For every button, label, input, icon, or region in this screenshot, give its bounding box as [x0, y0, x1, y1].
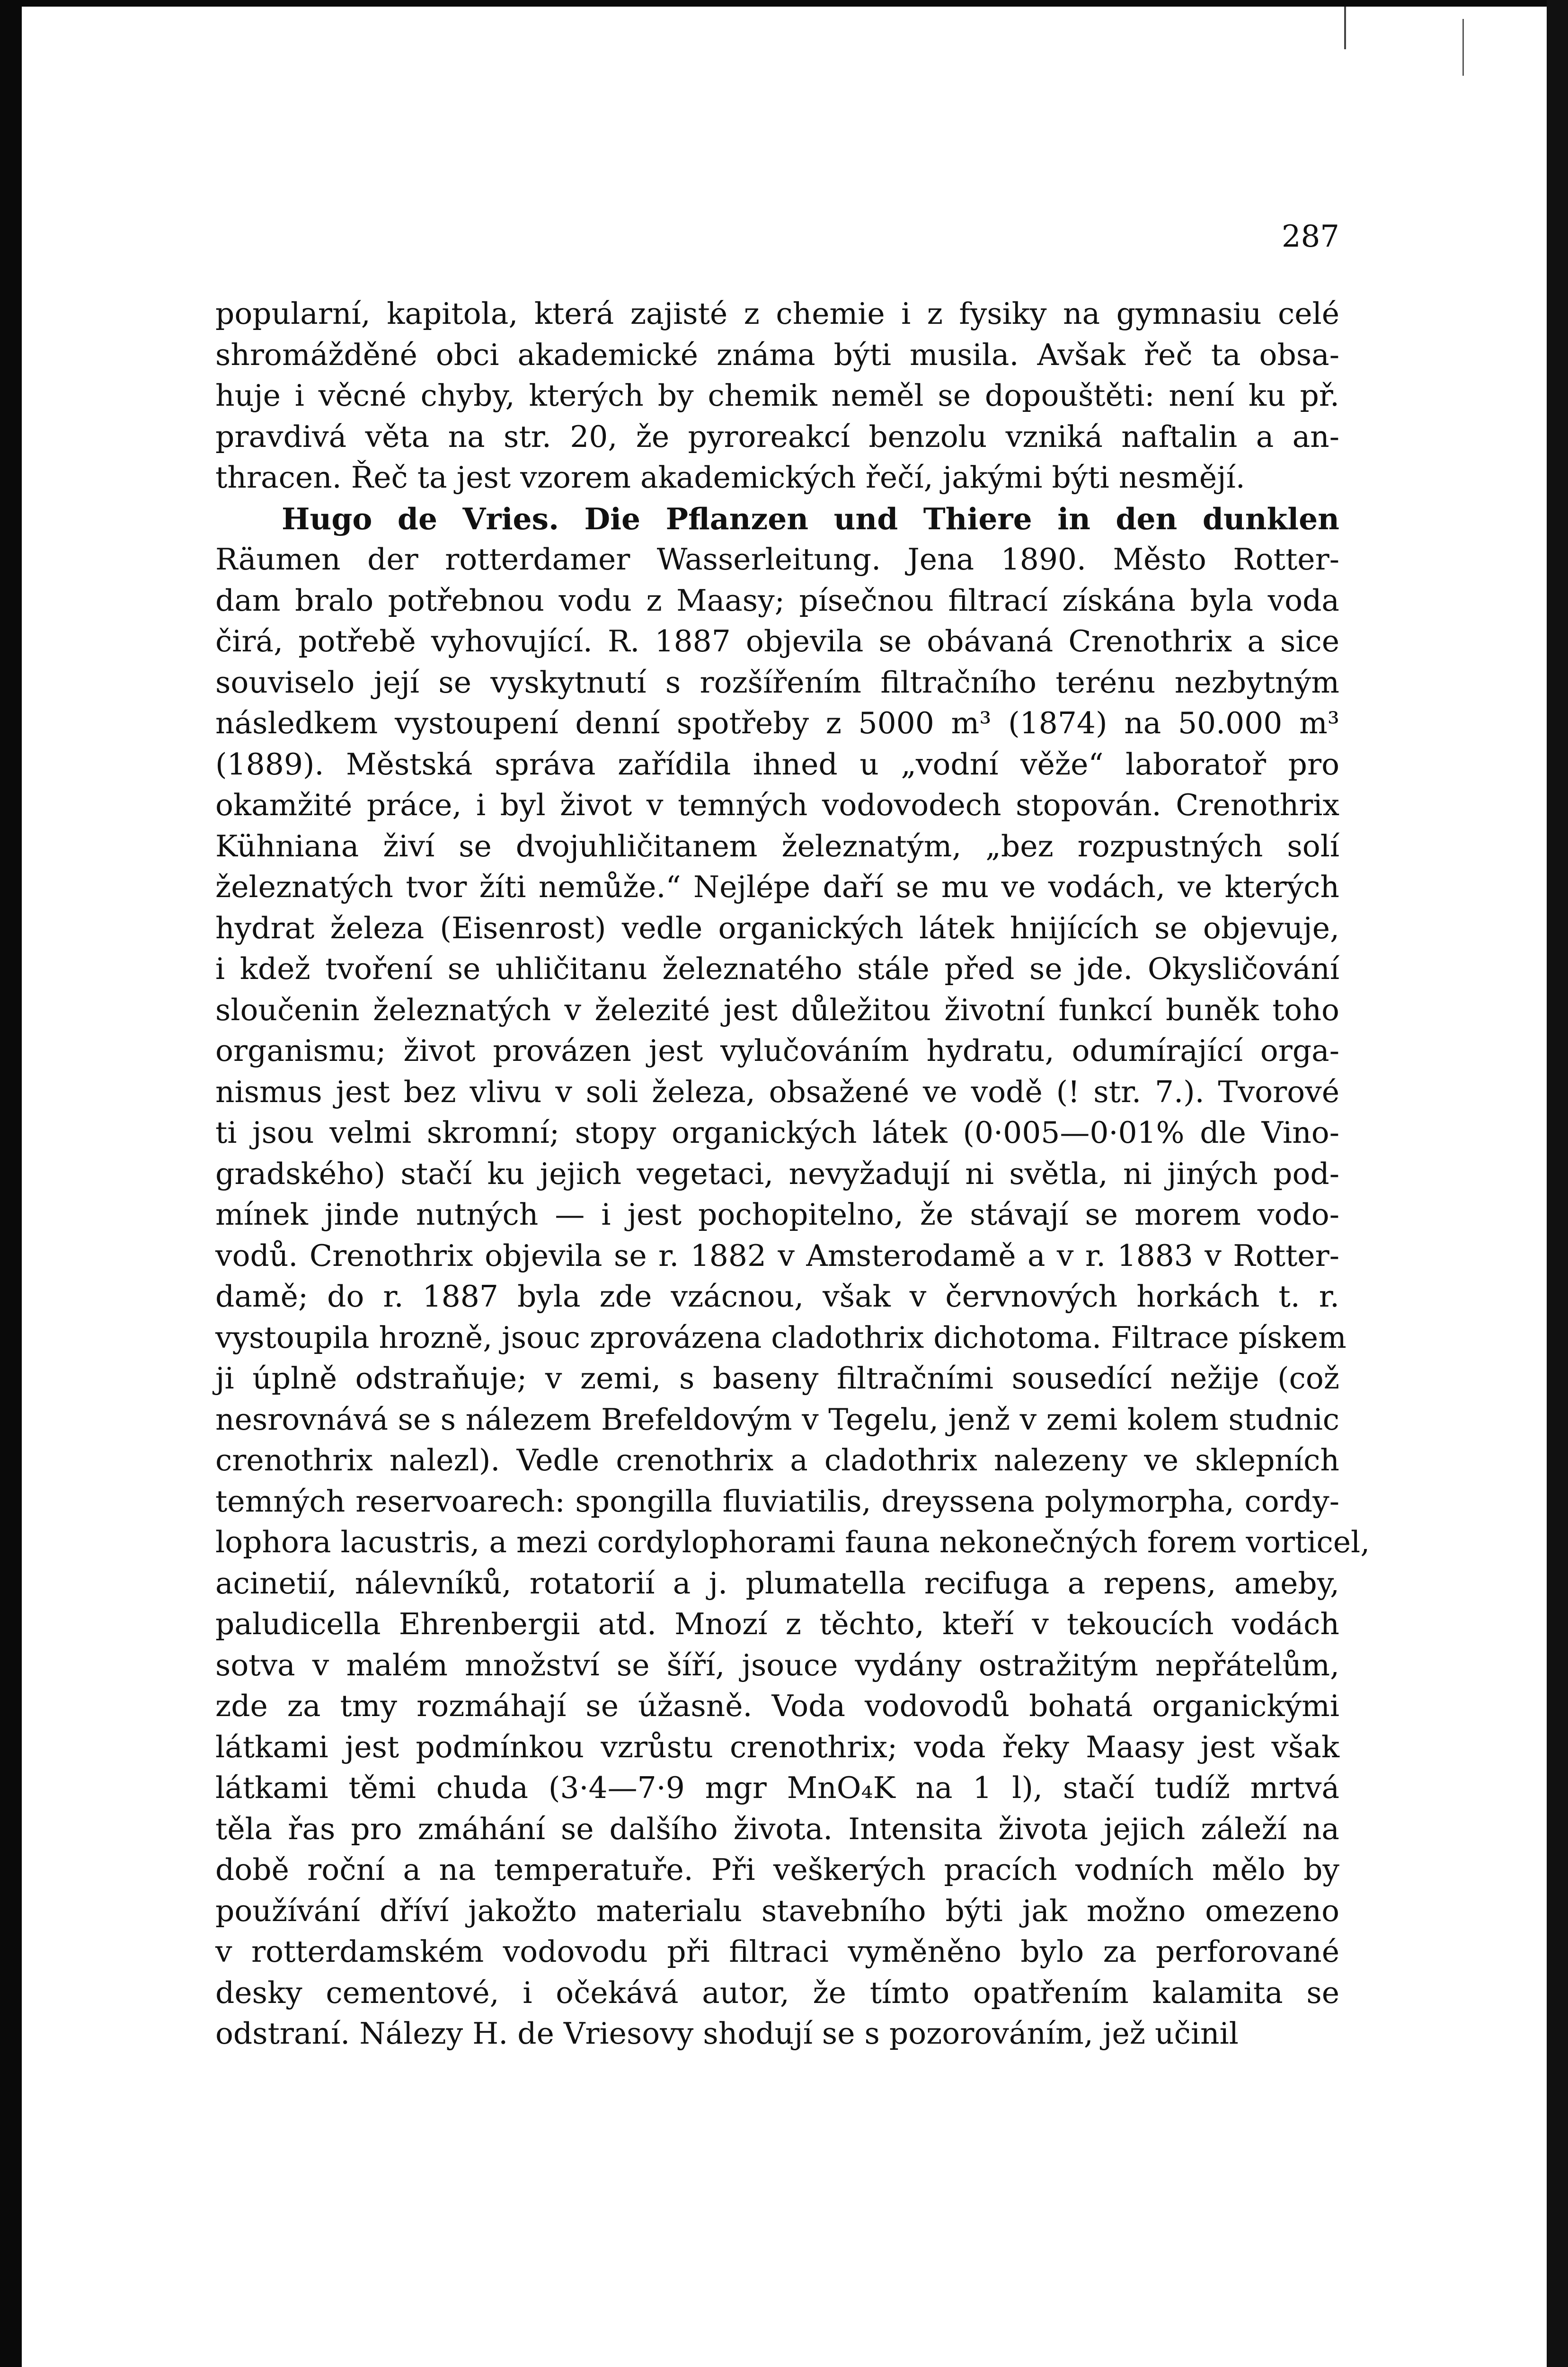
text-line: látkami jest podmínkou vzrůstu crenothrix; voda řeky Maasy jest však [215, 1729, 1339, 1764]
scan-border-right [1547, 0, 1568, 2367]
text-line: čirá, potřebě vyhovující. R. 1887 objevila se obávaná Crenothrix a sice [215, 624, 1339, 658]
text-line: době roční a na temperatuře. Při veškerých pracích vodních mělo by [215, 1852, 1339, 1887]
scan-artifact [1344, 7, 1346, 49]
text-line: dam bralo potřebnou vodu z Maasy; písečnou filtrací získána byla voda [215, 583, 1339, 618]
text-line: thracen. Řeč ta jest vzorem akademických řečí, jakými býti nesmějí. [215, 460, 1245, 495]
scan-border-top [0, 0, 1568, 7]
text-line: souviselo její se vyskytnutí s rozšířením filtračního terénu nezbytným [215, 665, 1339, 700]
text-line: okamžité práce, i byl život v temných vodovodech stopován. Crenothrix [215, 788, 1339, 822]
scan-border-left [0, 0, 22, 2367]
text-line: (1889). Městská správa zařídila ihned u „vodní věže“ laboratoř pro [215, 747, 1339, 782]
text-line: temných reservoarech: spongilla fluviatilis, dreyssena polymorpha, cordy- [215, 1484, 1339, 1519]
text-line: nismus jest bez vlivu v soli železa, obsažené ve vodě (! str. 7.). Tvorové [215, 1074, 1339, 1109]
text-line: používání dříví jakožto materialu stavebního býti jak možno omezeno [215, 1893, 1339, 1928]
text-line: sotva v malém množství se šíří, jsouce vydány ostražitým nepřátelům, [215, 1647, 1339, 1682]
text-line: Kühniana živí se dvojuhličitanem železnatým, „bez rozpustných solí [215, 828, 1339, 863]
text-line: popularní, kapitola, která zajisté z chemie i z fysiky na gymnasiu celé [215, 296, 1339, 331]
text-line: acinetií, nálevníků, rotatorií a j. plumatella recifuga a repens, ameby, [215, 1566, 1339, 1601]
text-line: zde za tmy rozmáhají se úžasně. Voda vodovodů bohatá organickými [215, 1689, 1339, 1723]
text-line: těla řas pro zmáhání se dalšího života. Intensita života jejich záleží na [215, 1811, 1339, 1846]
text-line: vodů. Crenothrix objevila se r. 1882 v Amsterodamě a v r. 1883 v Rotter- [215, 1238, 1339, 1273]
text-line: železnatých tvor žíti nemůže.“ Nejlépe daří se mu ve vodách, ve kterých [215, 870, 1339, 904]
text-line: paludicella Ehrenbergii atd. Mnozí z těchto, kteří v tekoucích vodách [215, 1607, 1339, 1641]
page-number: 287 [1281, 219, 1339, 254]
text-line: Räumen der rotterdamer Wasserleitung. Jena 1890. Město Rotter- [215, 542, 1339, 577]
text-line: i kdež tvoření se uhličitanu železnatého stále před se jde. Okysličování [215, 952, 1339, 986]
text-line: pravdivá věta na str. 20, že pyroreakcí benzolu vzniká naftalin a an- [215, 419, 1339, 454]
text-line: ti jsou velmi skromní; stopy organických látek (0·005—0·01% dle Vino- [215, 1115, 1339, 1150]
text-line: následkem vystoupení denní spotřeby z 5000 m³ (1874) na 50.000 m³ [215, 706, 1339, 740]
body-text [215, 294, 1370, 2055]
review-heading-line: Hugo de Vries. Die Pflanzen und Thiere in den dunklen [282, 501, 1339, 536]
text-line: látkami těmi chuda (3·4—7·9 mgr MnO₄K na 1 l), stačí tudíž mrtvá [215, 1771, 1339, 1805]
text-line: damě; do r. 1887 byla zde vzácnou, však v červnových horkách t. r. [215, 1279, 1339, 1314]
text-line: mínek jinde nutných — i jest pochopitelno, že stávají se morem vodo- [215, 1197, 1339, 1232]
text-line: odstraní. Nálezy H. de Vriesovy shodují se s pozorováním, jež učinil [215, 2016, 1239, 2051]
text-line: gradského) stačí ku jejich vegetaci, nevyžadují ni světla, ni jiných pod- [215, 1156, 1339, 1191]
text-line: desky cementové, i očekává autor, že tímto opatřením kalamita se [215, 1975, 1339, 2010]
text-line: shromážděné obci akademické známa býti musila. Avšak řeč ta obsa- [215, 337, 1339, 372]
text-line: lophora lacustris, a mezi cordylophorami fauna nekonečných forem vorticel, [215, 1525, 1370, 1559]
scan-artifact [1462, 19, 1464, 76]
text-line: nesrovnává se s nálezem Brefeldovým v Tegelu, jenž v zemi kolem studnic [215, 1402, 1339, 1437]
text-line: huje i věcné chyby, kterých by chemik neměl se dopouštěti: není ku př. [215, 378, 1339, 413]
text-line: sloučenin železnatých v železité jest důležitou životní funkcí buněk toho [215, 992, 1339, 1027]
text-line: vystoupila hrozně, jsouc zprovázena cladothrix dichotoma. Filtrace pískem [215, 1320, 1347, 1355]
text-line: v rotterdamském vodovodu při filtraci vyměněno bylo za perforované [215, 1934, 1339, 1969]
text-line: hydrat železa (Eisenrost) vedle organických látek hnijících se objevuje, [215, 910, 1339, 945]
text-line: organismu; život provázen jest vylučováním hydratu, odumírající orga- [215, 1033, 1339, 1068]
text-line: ji úplně odstraňuje; v zemi, s baseny filtračními sousedící nežije (což [215, 1361, 1339, 1396]
text-line: crenothrix nalezl). Vedle crenothrix a cladothrix nalezeny ve sklepních [215, 1443, 1339, 1477]
